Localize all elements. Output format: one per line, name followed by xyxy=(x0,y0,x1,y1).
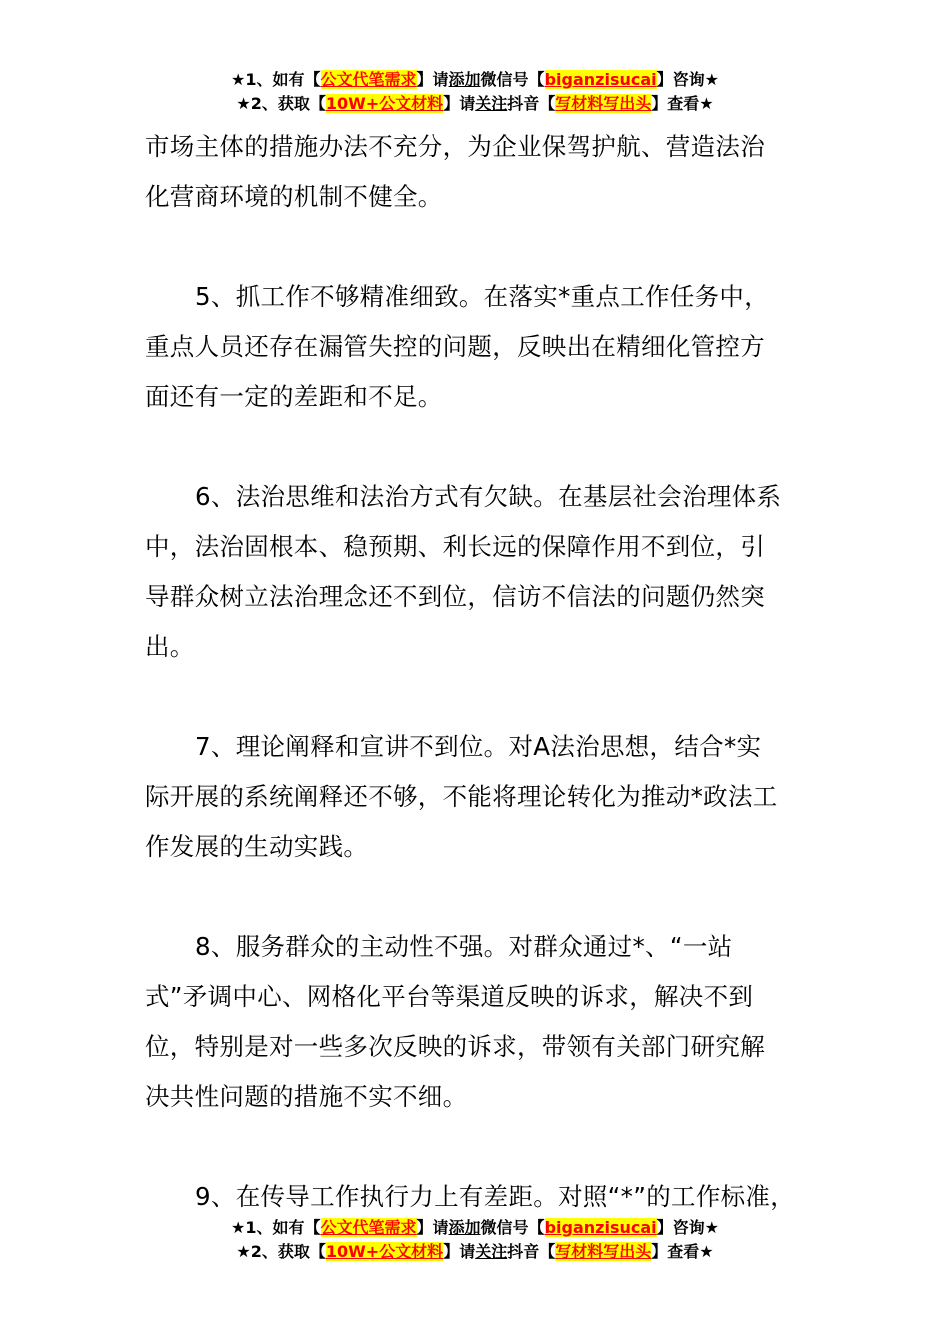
banner-highlight: 写材料写出头 xyxy=(555,94,652,113)
banner-highlight: 10W+公文材料 xyxy=(325,1242,444,1261)
text-line: 8、服务群众的主动性不强。对群众通过*、“一站 xyxy=(195,932,733,961)
banner-text: 】查看★ xyxy=(651,94,714,113)
text-line: 出。 xyxy=(145,632,195,661)
banner-text: ★2、获取【 xyxy=(236,1242,326,1261)
banner-text: 】查看★ xyxy=(651,1242,714,1261)
text-line: 决共性问题的措施不实不细。 xyxy=(145,1082,468,1111)
banner-text: 】请 xyxy=(416,70,449,89)
banner-highlight: 公文代笔需求 xyxy=(320,70,417,89)
text-line: 中，法治固根本、稳预期、利长远的保障作用不到位，引 xyxy=(145,532,765,561)
text-line: 作发展的生动实践。 xyxy=(145,832,369,861)
header-banner xyxy=(0,68,950,116)
banner-highlight: 公文代笔需求 xyxy=(320,1218,417,1237)
text-line: 6、法治思维和法治方式有欠缺。在基层社会治理体系 xyxy=(195,482,782,511)
banner-line-2 xyxy=(0,92,950,116)
text-line: 际开展的系统阐释还不够，不能将理论转化为推动*政法工 xyxy=(145,782,778,811)
text-line: 重点人员还存在漏管失控的问题，反映出在精细化管控方 xyxy=(145,332,765,361)
paragraph-item-6 xyxy=(145,472,835,672)
banner-text: 抖音【 xyxy=(507,94,556,113)
banner-text: 抖音【 xyxy=(507,1242,556,1261)
paragraph-item-5 xyxy=(145,272,835,422)
banner-text: 】请 xyxy=(443,1242,476,1261)
banner-highlight: biganzisucai xyxy=(544,1218,657,1237)
text-line: 9、在传导工作执行力上有差距。对照“*”的工作标准， xyxy=(195,1182,796,1211)
text-line: 位，特别是对一些多次反映的诉求，带领有关部门研究解 xyxy=(145,1032,765,1061)
banner-line-2 xyxy=(0,1240,950,1264)
banner-highlight: 写材料写出头 xyxy=(555,1242,652,1261)
banner-text: 】请 xyxy=(416,1218,449,1237)
paragraph-item-8 xyxy=(145,922,835,1122)
banner-text: 】咨询★ xyxy=(656,1218,719,1237)
banner-text: ★2、获取【 xyxy=(236,94,326,113)
text-line: 式”矛调中心、网格化平台等渠道反映的诉求，解决不到 xyxy=(145,982,754,1011)
banner-line-1 xyxy=(0,68,950,92)
text-line: 导群众树立法治理念还不到位，信访不信法的问题仍然突 xyxy=(145,582,765,611)
banner-text: ★1、如有【 xyxy=(231,70,321,89)
text-line: 化营商环境的机制不健全。 xyxy=(145,182,443,211)
paragraph-item-7 xyxy=(145,722,835,872)
banner-underline: 添加 xyxy=(448,70,481,89)
text-line: 面还有一定的差距和不足。 xyxy=(145,382,443,411)
banner-line-1 xyxy=(0,1216,950,1240)
banner-underline: 添加 xyxy=(448,1218,481,1237)
banner-text: 微信号【 xyxy=(480,70,545,89)
banner-underline: 关注 xyxy=(475,1242,508,1261)
text-line: 市场主体的措施办法不充分，为企业保驾护航、营造法治 xyxy=(145,132,765,161)
text-line: 5、抓工作不够精准细致。在落实*重点工作任务中， xyxy=(195,282,770,311)
banner-text: 】请 xyxy=(443,94,476,113)
banner-text: 微信号【 xyxy=(480,1218,545,1237)
document-body xyxy=(145,122,835,1222)
paragraph-continued xyxy=(145,122,835,222)
banner-highlight: 10W+公文材料 xyxy=(325,94,444,113)
banner-text: 】咨询★ xyxy=(656,70,719,89)
banner-highlight: biganzisucai xyxy=(544,70,657,89)
paragraph-item-9 xyxy=(145,1172,835,1222)
text-line: 7、理论阐释和宣讲不到位。对A法治思想，结合*实 xyxy=(195,732,762,761)
banner-underline: 关注 xyxy=(475,94,508,113)
footer-banner xyxy=(0,1216,950,1264)
banner-text: ★1、如有【 xyxy=(231,1218,321,1237)
